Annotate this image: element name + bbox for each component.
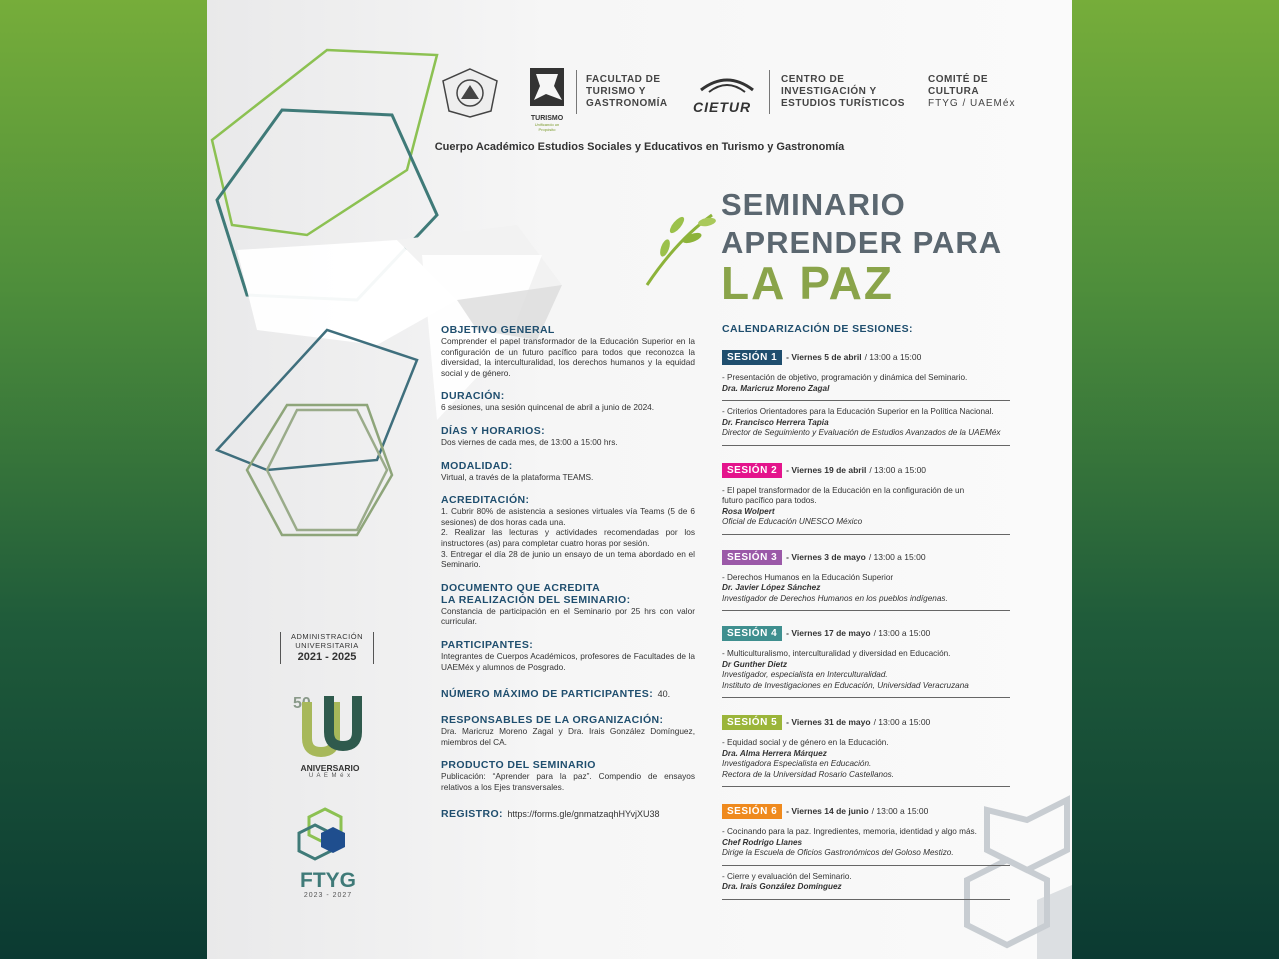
duration-heading: DURACIÓN: — [441, 390, 505, 403]
document-heading-1: DOCUMENTO QUE ACREDITA — [441, 581, 601, 594]
session-separator — [722, 534, 1010, 535]
turismo-logo — [526, 66, 568, 132]
seminar-poster — [207, 0, 1072, 959]
speaker-name: Chef Rodrigo Llanes — [722, 837, 803, 847]
session-separator — [722, 445, 1010, 446]
uaemex-logo — [439, 67, 501, 119]
session-header — [722, 547, 1010, 565]
header-divider-1 — [576, 70, 577, 114]
session-date: - Viernes 19 de abril — [786, 464, 867, 475]
anniversary-logo: 50 ANIVERSARIO U A E M é x — [293, 695, 360, 779]
session-date: - Viernes 17 de mayo — [786, 628, 871, 638]
session-topic: - Cierre y evaluación del Seminario. — [722, 871, 852, 881]
session-time: / 13:00 a 15:00 — [869, 464, 927, 475]
speaker-role: Dirige la Escuela de Oficios Gastronómicos del Goloso Mestizo. — [722, 848, 954, 857]
speaker-name: Dra. Irais González Domínguez — [722, 882, 842, 891]
turismo-logo-text: TURISMO — [530, 115, 564, 122]
title-line-3: LA PAZ — [721, 257, 894, 309]
accreditation-item: 3. Entregar el día 28 de junio un ensayo de un tema abordado en el Seminario. — [441, 548, 695, 570]
product-heading: PRODUCTO DEL SEMINARIO — [441, 759, 596, 772]
session-topic: - Multiculturalismo, interculturalidad y diversidad en Educación. — [722, 649, 951, 658]
session-time: / 13:00 a 15:00 — [873, 628, 931, 638]
accreditation-heading: ACREDITACIÓN: — [441, 494, 530, 507]
turismo-logo-subtext: Unificando un Propósito — [534, 122, 560, 132]
separator — [722, 865, 1010, 866]
session-list — [722, 347, 1010, 900]
session-topic: - Presentación de objetivo, programación y dinámica del Seminario. — [722, 373, 968, 382]
session-separator — [722, 610, 1010, 611]
session-header — [722, 460, 1010, 478]
participants-heading: PARTICIPANTES: — [441, 638, 534, 651]
calendar-heading: CALENDARIZACIÓN DE SESIONES: — [722, 323, 913, 335]
info-column — [441, 324, 695, 822]
cietur-logo: CIETUR — [693, 74, 761, 114]
session-separator — [722, 697, 1010, 698]
session-time: / 13:00 a 15:00 — [871, 806, 929, 816]
schedule-text: Dos viernes de cada mes, de 13:00 a 15:00 hrs. — [441, 436, 618, 447]
accreditation-item: 2. Realizar las lecturas y actividades recomendadas por los instructores (as) para completar cuatro horas por sesión. — [441, 527, 695, 548]
document-text: Constancia de participación en el Seminario por 25 hrs con valor curricular. — [441, 605, 695, 627]
session-time: / 13:00 a 15:00 — [868, 551, 926, 562]
session-date: - Viernes 14 de junio — [786, 806, 869, 816]
session-badge: SESIÓN 4 — [722, 626, 782, 641]
session-date: - Viernes 3 de mayo — [786, 551, 866, 562]
svg-text:50: 50 — [293, 695, 311, 712]
objective-text: Comprender el papel transformador de la Educación Superior en la configuración de un futuro pacífico para todos que reconozca la diversidad, la interculturalidad, los derechos humanos y la equidad social y de género. — [441, 336, 695, 378]
speaker-role: Investigador, especialista en Interculturalidad. — [722, 670, 888, 679]
session-badge: SESIÓN 5 — [722, 715, 782, 730]
participants-text: Integrantes de Cuerpos Académicos, profesores de Facultades de la UAEMéx y alumnos de Posgrado. — [441, 650, 695, 672]
modality-text: Virtual, a través de la plataforma TEAMS. — [441, 471, 594, 482]
session-date: - Viernes 31 de mayo — [786, 717, 871, 727]
session-badge: SESIÓN 3 — [722, 550, 782, 565]
session-topic: - Equidad social y de género en la Educación. — [722, 738, 889, 747]
session-header — [722, 623, 1010, 641]
speaker-name: Dr Gunther Dietz — [722, 659, 788, 669]
speaker-role: Investigadora Especialista en Educación. — [722, 759, 872, 768]
product-text: Publicación: “Aprender para la paz”. Compendio de ensayos relativos a los Ejes transversales. — [441, 771, 695, 792]
ftyg-logo: FTYG 2023 - 2027 — [287, 805, 369, 905]
session-4 — [722, 623, 1010, 698]
session-header — [722, 712, 1010, 730]
organizers-heading: RESPONSABLES DE LA ORGANIZACIÓN: — [441, 714, 664, 727]
speaker-role: Instituto de Investigaciones en Educación, Universidad Veracruzana — [722, 680, 969, 690]
document-heading-2: LA REALIZACIÓN DEL SEMINARIO: — [441, 593, 631, 606]
speaker-role: Rectora de la Universidad Rosario Castellanos. — [722, 769, 895, 779]
speaker-role: Investigador de Derechos Humanos en los pueblos indígenas. — [722, 593, 948, 603]
speaker-name: Dr. Javier López Sánchez — [722, 583, 821, 592]
session-topic: - Derechos Humanos en la Educación Superior — [722, 572, 894, 582]
objective-heading: OBJETIVO GENERAL — [441, 324, 555, 336]
session-topic: - Criterios Orientadores para la Educación Superior en la Política Nacional. — [722, 407, 994, 416]
speaker-name: Dra. Maricruz Moreno Zagal — [722, 383, 830, 393]
session-separator — [722, 786, 1010, 787]
registration: REGISTRO: https://forms.gle/gnmatzaqhHYvjXU38 — [441, 808, 660, 821]
registration-link[interactable]: https://forms.gle/gnmatzaqhHYvjXU38 — [507, 809, 660, 820]
hexagon-gray-3 — [1037, 885, 1072, 959]
session-badge: SESIÓN 1 — [722, 350, 782, 365]
culture-committee-name: COMITÉ DE CULTURA FTYG / UAEMéx — [928, 74, 1016, 109]
session-header — [722, 801, 1010, 819]
speaker-name: Rosa Wolpert — [722, 506, 775, 516]
session-time: / 13:00 a 15:00 — [864, 352, 922, 362]
session-topic: - El papel transformador de la Educación en la configuración de un futuro pacífico para todos. — [722, 485, 965, 505]
title-line-2: APRENDER PARA — [721, 225, 1003, 260]
calendar-column — [722, 323, 1010, 906]
session-badge: SESIÓN 6 — [722, 804, 782, 819]
speaker-role: Oficial de Educación UNESCO México — [722, 517, 863, 526]
session-2 — [722, 460, 1010, 535]
accreditation-item: 1. Cubrir 80% de asistencia a sesiones virtuales vía Teams (5 de 6 sesiones) de dos horas cada una. — [441, 506, 695, 527]
session-3 — [722, 547, 1010, 612]
research-center-name: CENTRO DE INVESTIGACIÓN Y ESTUDIOS TURÍSTICOS — [781, 74, 905, 109]
separator — [722, 400, 1010, 401]
schedule-heading: DÍAS Y HORARIOS: — [441, 424, 546, 437]
speaker-role: Director de Seguimiento y Evaluación de Estudios Avanzados de la UAEMéx — [722, 428, 1001, 437]
modality-heading: MODALIDAD: — [441, 459, 513, 472]
administration-badge: ADMINISTRACIÓN UNIVERSITARIA 2021 - 2025 — [280, 632, 374, 664]
session-date: - Viernes 5 de abril — [786, 352, 862, 362]
speaker-name: Dra. Alma Herrera Márquez — [722, 748, 827, 758]
session-5 — [722, 712, 1010, 787]
title-line-1: SEMINARIO — [721, 187, 906, 222]
session-header — [722, 347, 1010, 365]
session-topic: - Cocinando para la paz. Ingredientes, memoria, identidad y algo más. — [722, 827, 977, 836]
max-participants: NÚMERO MÁXIMO DE PARTICIPANTES: 40. — [441, 688, 671, 701]
duration-text: 6 sesiones, una sesión quincenal de abril a junio de 2024. — [441, 402, 655, 413]
session-1 — [722, 347, 1010, 446]
hexagon-outline-dark — [217, 330, 417, 470]
organizers-text: Dra. Maricruz Moreno Zagal y Dra. Irais González Domínguez, miembros del CA. — [441, 726, 695, 747]
session-separator — [722, 899, 1010, 900]
session-6 — [722, 801, 1010, 900]
session-badge: SESIÓN 2 — [722, 463, 782, 478]
header-divider-2 — [769, 70, 770, 114]
session-time: / 13:00 a 15:00 — [873, 717, 931, 727]
faculty-name: FACULTAD DE TURISMO Y GASTRONOMÍA — [586, 74, 668, 109]
speaker-name: Dr. Francisco Herrera Tapia — [722, 417, 829, 427]
academic-body-subtitle: Cuerpo Académico Estudios Sociales y Educativos en Turismo y Gastronomía — [434, 141, 845, 153]
